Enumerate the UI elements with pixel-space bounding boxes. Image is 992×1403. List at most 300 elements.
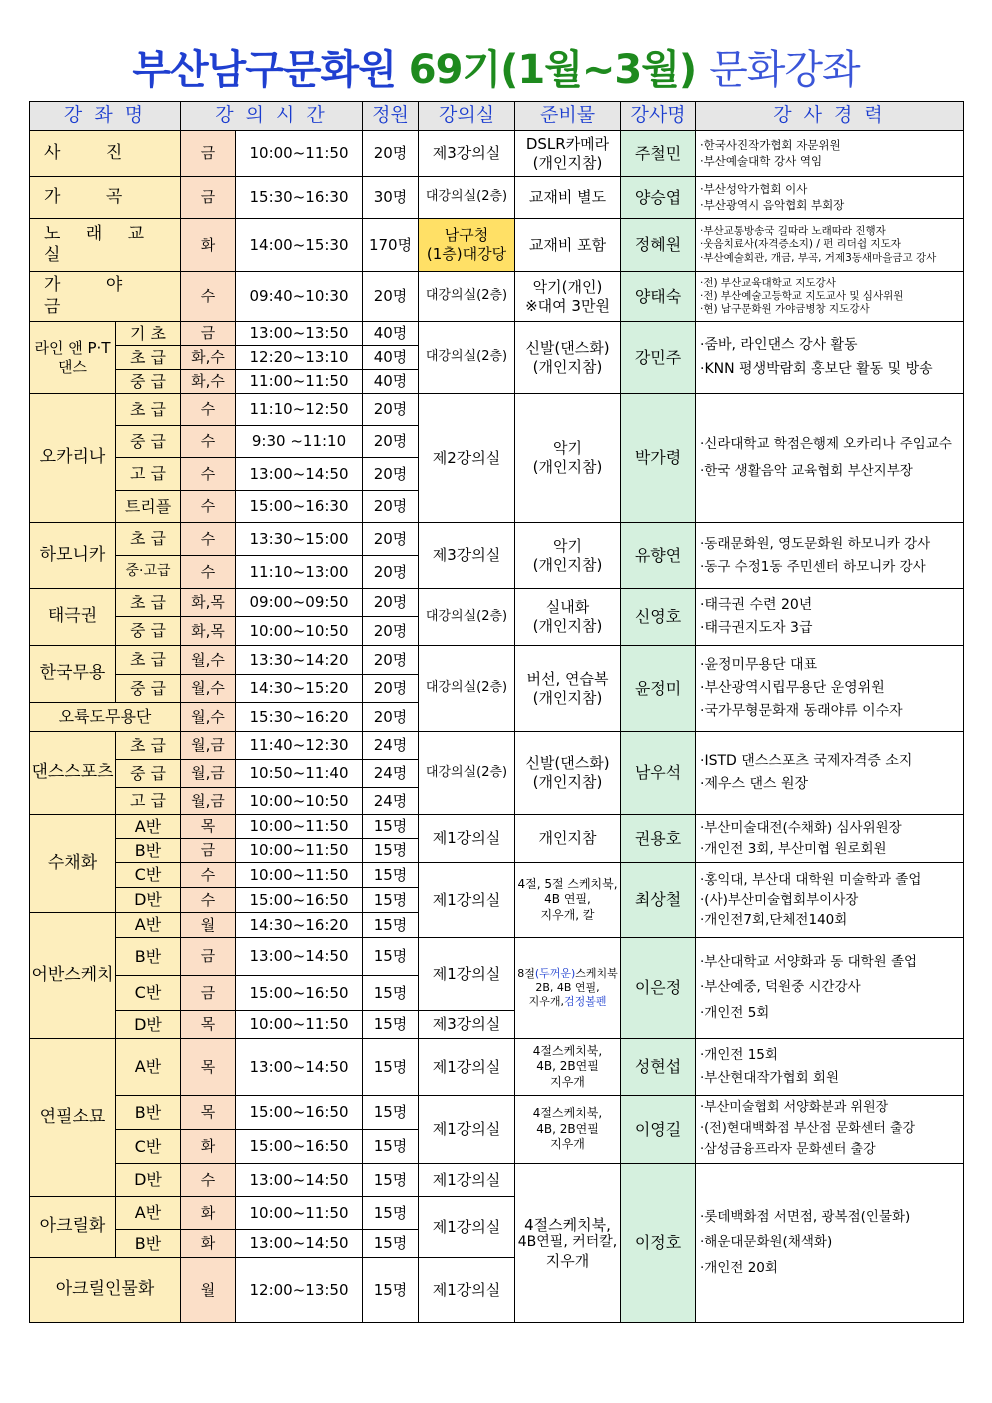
prep-sketchbook: 스케치북 (575, 967, 618, 981)
course-room: 제1강의실 (419, 815, 515, 863)
course-level: 초 급 (116, 346, 181, 370)
header-row (30, 102, 964, 131)
header-prep: 준비물 (515, 102, 621, 131)
prep-line (516, 995, 619, 1009)
career-line: ·부산예중, 덕원중 시간강사 (700, 979, 861, 996)
career-line: ·(전)현대백화점 부산점 문화센터 출강 (700, 1121, 916, 1137)
course-day: 월,금 (181, 732, 236, 760)
course-time: 15:00~16:50 (236, 976, 363, 1011)
title-lecture: 문화강좌 (709, 47, 860, 93)
table-row (30, 177, 964, 219)
course-day: 수 (181, 458, 236, 491)
course-time: 14:00~15:30 (236, 219, 363, 272)
course-capacity: 15명 (363, 1039, 419, 1096)
prep-pen: 검정볼펜 (563, 994, 607, 1008)
prep-line: 신발(댄스화) (525, 754, 610, 773)
course-level: B반 (116, 839, 181, 863)
course-name: 가 곡 (30, 177, 181, 219)
course-career (696, 1164, 964, 1323)
career-line: ·신라대학교 학점은행제 오카리나 주임교수 (700, 436, 952, 452)
course-level: D반 (116, 888, 181, 913)
course-level: 중 급 (116, 760, 181, 788)
room-line: (1층)대강당 (426, 245, 507, 263)
course-instructor: 강민주 (621, 322, 696, 394)
course-time: 10:00~11:50 (236, 815, 363, 839)
prep-line: 지우개 (545, 1251, 590, 1270)
table-row (30, 646, 964, 675)
course-instructor: 주철민 (621, 131, 696, 177)
table-row (30, 815, 964, 839)
prep-line: 지우개, 칼 (540, 907, 595, 922)
course-capacity: 15명 (363, 1230, 419, 1258)
career-line: ·부산미술대전(수채화) 심사위원장 (700, 819, 902, 836)
course-level: A반 (116, 913, 181, 938)
course-time: 13:00~14:50 (236, 1230, 363, 1258)
prep-line: 4B, 2B연필 (536, 1121, 599, 1136)
course-time: 14:30~15:20 (236, 675, 363, 703)
career-line: ·현) 남구문화원 가야금병창 지도강사 (700, 303, 870, 316)
career-line: ·국가무형문화재 동래야류 이수자 (700, 703, 903, 720)
table-row (30, 863, 964, 888)
course-day: 금 (181, 177, 236, 219)
course-career (696, 523, 964, 589)
career-line: ·(사)부산미술협회부이사장 (700, 891, 859, 908)
course-career (696, 394, 964, 523)
prep-line: 4B연필, 커터칼, (517, 1234, 618, 1251)
page-title (0, 38, 992, 95)
course-time: 11:10~13:00 (236, 556, 363, 589)
course-day: 금 (181, 131, 236, 177)
career-line: ·한국사진작가협회 자문위원 (700, 137, 841, 152)
course-day: 금 (181, 938, 236, 976)
table-row (30, 589, 964, 617)
header-course: 강 좌 명 (30, 102, 181, 131)
career-line: ·개인전 5회 (700, 1004, 770, 1021)
course-level: 초 급 (116, 394, 181, 426)
course-capacity: 20명 (363, 491, 419, 523)
course-time: 13:00~14:50 (236, 1039, 363, 1096)
course-instructor: 양태숙 (621, 272, 696, 322)
prep-line: (개인지참) (532, 688, 603, 707)
course-time: 15:00~16:50 (236, 1130, 363, 1164)
course-level: 중·고급 (116, 556, 181, 589)
course-level: B반 (116, 938, 181, 976)
course-time: 13:30~15:00 (236, 523, 363, 556)
course-time: 15:00~16:50 (236, 888, 363, 913)
course-day: 목 (181, 815, 236, 839)
course-name: 수채화 (30, 815, 116, 913)
course-prep (515, 1096, 621, 1164)
course-capacity: 15명 (363, 815, 419, 839)
course-day: 수 (181, 556, 236, 589)
course-name: 아크릴인물화 (30, 1258, 181, 1323)
course-capacity: 15명 (363, 913, 419, 938)
course-name: 하모니카 (30, 523, 116, 589)
course-career (696, 177, 964, 219)
course-career (696, 732, 964, 815)
table-row (30, 1039, 964, 1096)
course-level: 중 급 (116, 370, 181, 394)
course-time: 13:00~13:50 (236, 322, 363, 346)
course-prep: 교재비 포함 (515, 219, 621, 272)
course-capacity: 20명 (363, 617, 419, 646)
course-capacity: 15명 (363, 1197, 419, 1230)
career-line: ·롯데백화점 서면점, 광복점(인물화) (700, 1208, 911, 1225)
course-room: 제3강의실 (419, 1011, 515, 1039)
prep-line: (개인지참) (532, 555, 603, 574)
course-time: 15:00~16:50 (236, 1096, 363, 1130)
prep-line: 지우개 (550, 1137, 585, 1152)
course-day: 수 (181, 1164, 236, 1197)
career-line: ·부산예술대학 강사 역임 (700, 153, 823, 168)
course-time: 09:00~09:50 (236, 589, 363, 617)
course-prep (515, 1039, 621, 1096)
course-career (696, 1039, 964, 1096)
course-time: 12:00~13:50 (236, 1258, 363, 1323)
course-day: 목 (181, 1011, 236, 1039)
course-level: C반 (116, 1130, 181, 1164)
career-line: ·부산예술회관, 개금, 부곡, 거제3동새마을금고 강사 (700, 251, 937, 264)
course-name: 오륙도무용단 (30, 703, 181, 732)
course-day: 수 (181, 523, 236, 556)
course-level: B반 (116, 1230, 181, 1258)
career-line: ·부산성악가협회 이사 (700, 181, 808, 196)
course-capacity: 20명 (363, 458, 419, 491)
course-career (696, 1096, 964, 1164)
career-line: ·부산대학교 서양화과 동 대학원 졸업 (700, 953, 918, 970)
course-time: 10:50~11:40 (236, 760, 363, 788)
course-instructor: 신영호 (621, 589, 696, 646)
table-row (30, 938, 964, 976)
course-prep (515, 394, 621, 523)
career-line: ·부산교통방송국 길따라 노래따라 진행자 (700, 225, 886, 238)
course-capacity: 24명 (363, 760, 419, 788)
prep-line: (개인지참) (532, 617, 603, 635)
course-room: 제1강의실 (419, 1096, 515, 1164)
title-term: 69기 (408, 47, 501, 93)
prep-thick: (두꺼운) (534, 967, 576, 981)
course-day: 월,수 (181, 675, 236, 703)
course-level: A반 (116, 1039, 181, 1096)
course-day: 금 (181, 839, 236, 863)
course-instructor: 양승엽 (621, 177, 696, 219)
course-name: 가 야 금 (30, 272, 181, 322)
table-row (30, 732, 964, 760)
course-day: 화 (181, 1230, 236, 1258)
course-day: 월,수 (181, 646, 236, 675)
table-row (30, 523, 964, 556)
course-career (696, 646, 964, 732)
course-level: A반 (116, 1197, 181, 1230)
course-level: 중 급 (116, 675, 181, 703)
course-capacity: 15명 (363, 1130, 419, 1164)
course-name: 댄스스포츠 (30, 732, 116, 815)
course-capacity: 20명 (363, 131, 419, 177)
course-level: 중 급 (116, 426, 181, 458)
course-day: 수 (181, 491, 236, 523)
course-name: 한국무용 (30, 646, 116, 703)
course-capacity: 15명 (363, 1164, 419, 1197)
prep-line: 실내화 (545, 598, 590, 617)
career-line: ·전) 부산교육대학교 지도강사 (700, 276, 836, 289)
course-name: 오카리나 (30, 394, 116, 523)
course-instructor: 이정호 (621, 1164, 696, 1323)
career-line: ·윤정미무용단 대표 (700, 656, 818, 673)
career-line: ·웃음치료사(자격증소지) / 펀 리더쉽 지도자 (700, 238, 901, 251)
course-career (696, 219, 964, 272)
header-capacity: 정원 (363, 102, 419, 131)
course-level: 중 급 (116, 617, 181, 646)
course-capacity: 20명 (363, 394, 419, 426)
course-time: 10:00~11:50 (236, 1011, 363, 1039)
course-name: 태극권 (30, 589, 116, 646)
career-line: ·ISTD 댄스스포츠 국제자격증 소지 (700, 752, 913, 769)
career-line: ·부산광역시립무용단 운영위원 (700, 679, 885, 696)
course-capacity: 30명 (363, 177, 419, 219)
table-row (30, 322, 964, 346)
career-line: ·부산광역시 음악협회 부회장 (700, 197, 845, 212)
career-line: ·홍익대, 부산대 대학원 미술학과 졸업 (700, 871, 922, 888)
course-level: 초 급 (116, 523, 181, 556)
course-day: 화 (181, 1130, 236, 1164)
prep-line: 지우개 (550, 1074, 585, 1089)
course-day: 월 (181, 913, 236, 938)
course-instructor: 유향연 (621, 523, 696, 589)
course-time: 12:20~13:10 (236, 346, 363, 370)
table-row (30, 394, 964, 426)
course-capacity: 15명 (363, 1096, 419, 1130)
course-name: 라인 앤 P·T 댄스 (30, 322, 116, 394)
course-time: 15:30~16:30 (236, 177, 363, 219)
career-line: ·개인전 20회 (700, 1259, 778, 1276)
prep-line: 4절스케치북, (532, 1043, 603, 1058)
course-room: 제1강의실 (419, 1258, 515, 1323)
schedule-table (29, 101, 964, 1323)
course-instructor: 정혜원 (621, 219, 696, 272)
career-line: ·태극권 수련 20년 (700, 596, 813, 613)
career-line: ·개인전7회,단체전140회 (700, 912, 848, 929)
course-capacity: 20명 (363, 426, 419, 458)
course-room: 제3강의실 (419, 131, 515, 177)
course-capacity: 40명 (363, 370, 419, 394)
course-instructor: 성현섭 (621, 1039, 696, 1096)
course-day: 월 (181, 1258, 236, 1323)
course-career (696, 131, 964, 177)
course-capacity: 15명 (363, 1258, 419, 1323)
prep-line: 악기(개인) (532, 277, 603, 296)
career-line: ·해운대문화원(채색화) (700, 1234, 833, 1251)
course-level: 기 초 (116, 322, 181, 346)
course-time: 10:00~10:50 (236, 788, 363, 815)
course-capacity: 20명 (363, 703, 419, 732)
prep-line: 4B 연필, (544, 892, 591, 907)
course-capacity: 20명 (363, 589, 419, 617)
course-capacity: 20명 (363, 523, 419, 556)
career-line: ·태극권지도자 3급 (700, 620, 813, 636)
course-name: 노 래 교 실 (30, 219, 181, 272)
career-line: ·제우스 댄스 원장 (700, 776, 809, 792)
course-room: 제1강의실 (419, 863, 515, 938)
prep-eraser: 지우개, (528, 994, 564, 1008)
table-row (30, 1164, 964, 1197)
course-capacity: 15명 (363, 839, 419, 863)
course-instructor: 권용호 (621, 815, 696, 863)
table-row (30, 272, 964, 322)
prep-line: (개인지참) (532, 357, 603, 376)
course-level: D반 (116, 1011, 181, 1039)
career-line: ·전) 부산예술고등학교 지도교사 및 심사위원 (700, 289, 904, 302)
course-day: 금 (181, 322, 236, 346)
course-day: 수 (181, 888, 236, 913)
course-career (696, 938, 964, 1039)
course-capacity: 24명 (363, 732, 419, 760)
course-day: 금 (181, 976, 236, 1011)
course-name: 연필소묘 (30, 1039, 116, 1197)
title-months: (1월~3월) (500, 47, 697, 93)
career-line: ·한국 생활음악 교육협회 부산지부장 (700, 463, 913, 479)
prep-line: (개인지참) (532, 458, 603, 476)
course-day: 화,목 (181, 617, 236, 646)
course-instructor: 최상철 (621, 863, 696, 938)
course-day: 화 (181, 219, 236, 272)
course-prep (515, 272, 621, 322)
course-level: B반 (116, 1096, 181, 1130)
course-career (696, 272, 964, 322)
career-line: ·KNN 평생박람회 홍보단 활동 및 방송 (700, 360, 933, 377)
course-capacity: 40명 (363, 322, 419, 346)
header-career: 강 사 경 력 (696, 102, 964, 131)
prep-line (516, 967, 619, 981)
course-time: 10:00~11:50 (236, 863, 363, 888)
course-level: C반 (116, 863, 181, 888)
prep-line: 버선, 연습복 (526, 669, 609, 688)
title-org: 남구문화원 (207, 47, 396, 93)
course-day: 화 (181, 1197, 236, 1230)
course-room: 제1강의실 (419, 938, 515, 1011)
course-career (696, 322, 964, 394)
course-capacity: 20명 (363, 556, 419, 589)
course-time: 14:30~16:20 (236, 913, 363, 938)
course-day: 화,목 (181, 589, 236, 617)
course-career (696, 589, 964, 646)
career-line: ·동래문화원, 영도문화원 하모니카 강사 (700, 536, 931, 553)
course-time: 15:00~16:30 (236, 491, 363, 523)
course-capacity: 15명 (363, 863, 419, 888)
career-line: ·삼성금융프라자 문화센터 출강 (700, 1141, 876, 1157)
prep-line: 2B, 4B 연필, (535, 981, 600, 995)
course-room: 대강의실(2층) (419, 272, 515, 322)
course-room (419, 219, 515, 272)
course-day: 월,수 (181, 703, 236, 732)
course-room: 제1강의실 (419, 1164, 515, 1197)
course-room: 제1강의실 (419, 1197, 515, 1258)
header-room: 강의실 (419, 102, 515, 131)
course-instructor: 이영길 (621, 1096, 696, 1164)
course-prep (515, 322, 621, 394)
course-time: 09:40~10:30 (236, 272, 363, 322)
course-day: 월,금 (181, 760, 236, 788)
course-time: 10:00~10:50 (236, 617, 363, 646)
course-capacity: 15명 (363, 976, 419, 1011)
prep-size: 8절 (517, 967, 535, 981)
prep-line: 악기 (553, 439, 582, 458)
course-capacity: 15명 (363, 888, 419, 913)
course-prep (515, 732, 621, 815)
course-career (696, 863, 964, 938)
course-day: 수 (181, 394, 236, 426)
table-row (30, 131, 964, 177)
course-day: 월,금 (181, 788, 236, 815)
course-level: A반 (116, 815, 181, 839)
course-time: 11:40~12:30 (236, 732, 363, 760)
course-name: 사 진 (30, 131, 181, 177)
course-time: 15:30~16:20 (236, 703, 363, 732)
course-capacity: 15명 (363, 1011, 419, 1039)
course-level: 초 급 (116, 646, 181, 675)
course-capacity: 20명 (363, 675, 419, 703)
course-time: 11:10~12:50 (236, 394, 363, 426)
course-prep: 개인지참 (515, 815, 621, 863)
course-instructor: 박가령 (621, 394, 696, 523)
course-day: 목 (181, 1096, 236, 1130)
course-career (696, 815, 964, 863)
course-level: 트리플 (116, 491, 181, 523)
course-room: 제3강의실 (419, 523, 515, 589)
course-instructor: 남우석 (621, 732, 696, 815)
course-level: D반 (116, 1164, 181, 1197)
course-day: 수 (181, 426, 236, 458)
table-row (30, 219, 964, 272)
course-room: 대강의실(2층) (419, 589, 515, 646)
course-room: 대강의실(2층) (419, 646, 515, 732)
course-instructor: 이은정 (621, 938, 696, 1039)
course-prep (515, 938, 621, 1039)
room-line: 남구청 (444, 226, 489, 245)
course-prep (515, 863, 621, 938)
prep-line: 악기 (553, 536, 582, 555)
course-time: 13:30~14:20 (236, 646, 363, 675)
course-time: 11:00~11:50 (236, 370, 363, 394)
prep-line: 4절스케치북, (532, 1106, 603, 1121)
title-busan: 부산 (132, 47, 208, 93)
course-time: 10:00~11:50 (236, 839, 363, 863)
course-room: 제1강의실 (419, 1039, 515, 1096)
course-level: 초 급 (116, 589, 181, 617)
course-day: 화,수 (181, 370, 236, 394)
course-room: 대강의실(2층) (419, 177, 515, 219)
course-prep (515, 131, 621, 177)
prep-line: (개인지참) (532, 773, 603, 791)
prep-line: DSLR카메라 (525, 134, 610, 153)
course-prep (515, 523, 621, 589)
course-instructor: 윤정미 (621, 646, 696, 732)
prep-line: (개인지참) (532, 153, 603, 172)
course-level: C반 (116, 976, 181, 1011)
course-name: 어반스케치 (30, 913, 116, 1039)
course-day: 목 (181, 1039, 236, 1096)
course-prep: 교재비 별도 (515, 177, 621, 219)
career-line: ·줌바, 라인댄스 강사 활동 (700, 337, 858, 354)
course-capacity: 40명 (363, 346, 419, 370)
prep-line: 신발(댄스화) (525, 338, 610, 357)
course-level: 초 급 (116, 732, 181, 760)
course-time: 13:00~14:50 (236, 1164, 363, 1197)
course-prep (515, 589, 621, 646)
course-capacity: 24명 (363, 788, 419, 815)
course-day: 화,수 (181, 346, 236, 370)
course-time: 10:00~11:50 (236, 131, 363, 177)
course-day: 수 (181, 272, 236, 322)
